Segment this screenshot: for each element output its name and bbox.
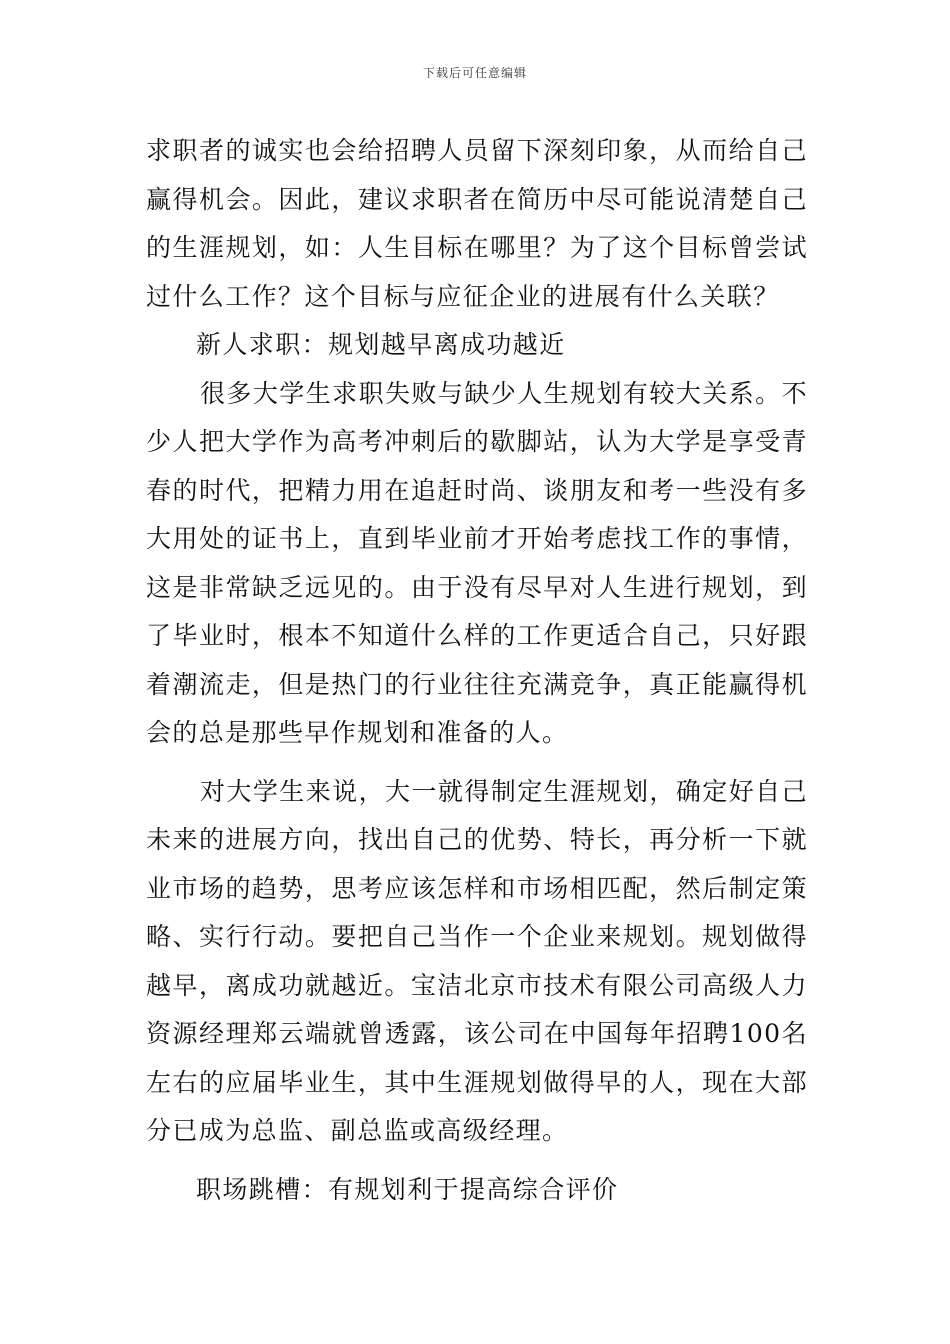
section-heading-job-hopping: 职场跳槽：有规划利于提高综合评价 <box>196 1174 619 1204</box>
page-header: 下载后可任意编辑 <box>422 66 527 80</box>
paragraph-3: 对大学生来说，大一就得制定生涯规划，确定好自己未来的进展方向，找出自己的优势、特长，再分析一下就业市场的趋势，思考应该怎样和市场相匹配，然后制定策略、实行行动。要把自己当作一个企业来规划。规划做得越早，离成功就越近。宝洁北京市技术有限公司高级人力资源经理郑云端就曾透露，该公司在中国每年招聘100名左右的应届毕业生，其中生涯规划做得早的人，现在大部分已成为总监、副总监或高级经理。 <box>146 776 808 1145</box>
section-heading-new-graduates: 新人求职：规划越早离成功越近 <box>196 330 566 359</box>
paragraph-1: 求职者的诚实也会给招聘人员留下深刻印象，从而给自己赢得机会。因此，建议求职者在简历中尽可能说清楚自己的生涯规划，如：人生目标在哪里？为了这个目标曾尝试过什么工作？这个目标与应征企业的进展有什么关联？ <box>146 136 808 311</box>
document-body <box>146 127 808 1214</box>
paragraph-2: 很多大学生求职失败与缺少人生规划有较大关系。不少人把大学作为高考冲刺后的歇脚站，认为大学是享受青春的时代，把精力用在追赶时尚、谈朋友和考一些没有多大用处的证书上，直到毕业前才开始考虑找工作的事情，这是非常缺乏远见的。由于没有尽早对人生进行规划，到了毕业时，根本不知道什么样的工作更适合自己，只好跟着潮流走，但是热门的行业往往充满竞争，真正能赢得机会的总是那些早作规划和准备的人。 <box>146 378 808 747</box>
